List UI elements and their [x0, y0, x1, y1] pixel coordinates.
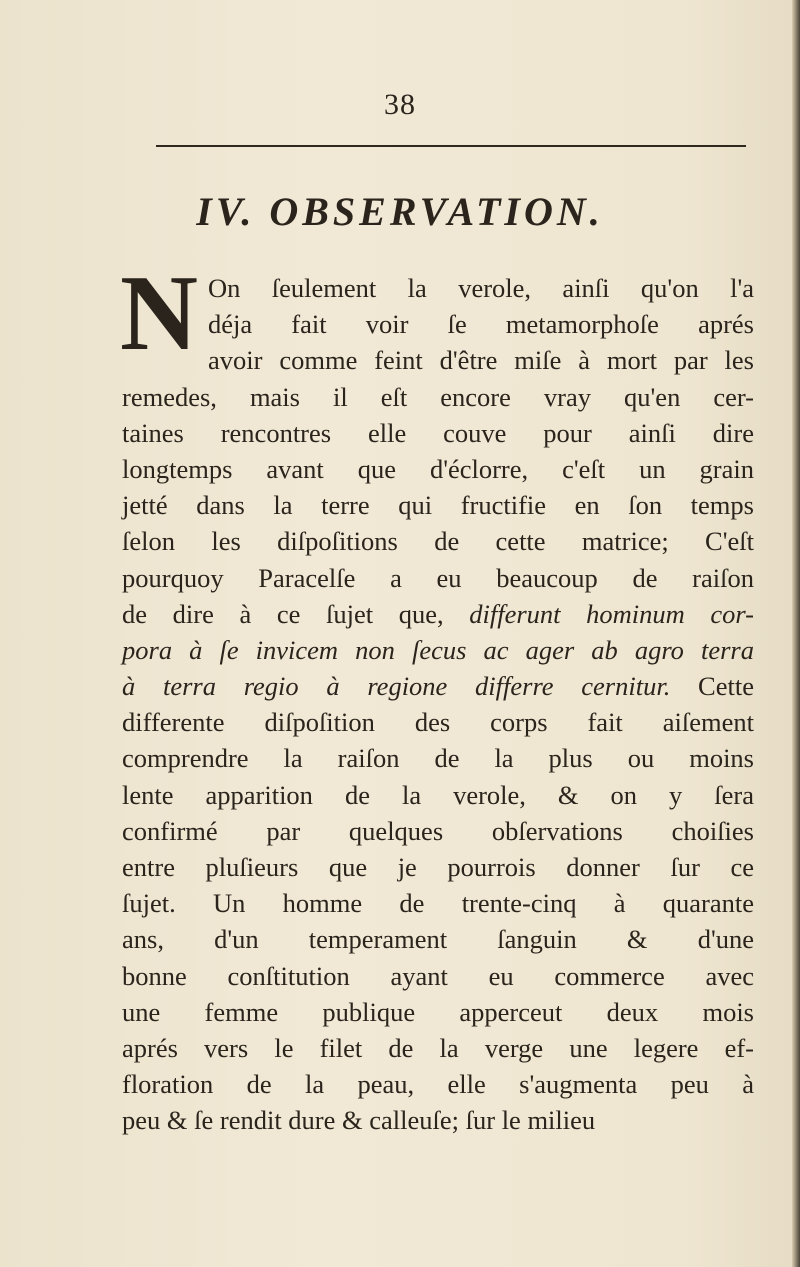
text-line — [122, 596, 754, 632]
line-text: pourquoy Paracelſe a eu beaucoup de raiſon — [122, 562, 754, 593]
line-text: jetté dans la terre qui fructifie en ſon temps — [122, 490, 754, 521]
text-lines — [120, 254, 755, 1139]
body-text — [120, 254, 755, 1139]
text-line — [122, 415, 754, 451]
text-line — [122, 632, 754, 668]
section-heading: IV. OBSERVATION. — [196, 189, 604, 234]
header-rule — [156, 145, 746, 147]
text-line — [122, 306, 754, 342]
text-line — [122, 849, 754, 885]
text-line — [122, 777, 754, 813]
text-line — [122, 560, 754, 596]
text-line — [122, 813, 754, 849]
line-text: une femme publique apperceut deux mois — [122, 996, 754, 1027]
text-line — [122, 523, 754, 559]
line-text: peu & ſe rendit dure & calleuſe; ſur le milieu — [122, 1105, 596, 1136]
latin-quote: pora à ſe invicem non ſecus ac ager ab agro terra — [122, 634, 754, 665]
line-text: taines rencontres elle couve pour ainſi dire — [122, 417, 754, 448]
text-line — [122, 994, 754, 1030]
text-line — [122, 1066, 754, 1102]
line-text: aprés vers le filet de la verge une legere ef- — [122, 1032, 754, 1063]
text-line — [122, 921, 754, 957]
line-text: avoir comme feint d'être miſe à mort par les — [208, 345, 754, 376]
line-text: comprendre la raiſon de la plus ou moins — [122, 743, 754, 774]
text-line — [122, 270, 754, 306]
text-line — [122, 1102, 754, 1138]
line-text: differente diſpoſition des corps fait aiſement — [122, 707, 754, 738]
latin-quote: differunt hominum cor- — [469, 598, 755, 629]
line-text: déja fait voir ſe metamorphoſe aprés — [208, 309, 754, 340]
text-line — [122, 885, 754, 921]
text-line — [122, 451, 754, 487]
text-line — [122, 1030, 754, 1066]
line-text: ſelon les diſpoſitions de cette matrice; C'eſt — [122, 526, 754, 557]
text-line — [122, 740, 754, 776]
drop-cap: N — [120, 254, 198, 373]
line-text: bonne conſtitution ayant eu commerce avec — [122, 960, 754, 991]
line-text: entre pluſieurs que je pourrois donner ſur ce — [122, 852, 754, 882]
text-line — [122, 342, 754, 378]
line-text: remedes, mais il eſt encore vray qu'en cer- — [122, 381, 754, 412]
text-line — [122, 704, 754, 740]
line-text: Cette — [670, 671, 754, 702]
line-text: lente apparition de la verole, & on y ſera — [122, 779, 754, 810]
line-text: ans, d'un temperament ſanguin & d'une — [122, 924, 754, 955]
line-text: de dire à ce ſujet que, — [122, 598, 470, 629]
text-line — [122, 958, 754, 994]
line-text: ſujet. Un homme de trente-cinq à quarante — [122, 888, 754, 919]
text-line — [122, 487, 754, 523]
line-text: floration de la peau, elle s'augmenta peu à — [122, 1069, 754, 1100]
page-number: 38 — [384, 88, 416, 121]
line-text: On ſeulement la verole, ainſi qu'on l'a — [208, 273, 754, 303]
line-text: longtemps avant que d'éclorre, c'eſt un grain — [122, 453, 754, 484]
text-line — [122, 668, 754, 704]
text-line — [122, 379, 754, 415]
latin-quote: à terra regio à regione differre cernitur. — [122, 671, 671, 702]
line-text: confirmé par quelques obſervations choiſies — [122, 815, 754, 846]
